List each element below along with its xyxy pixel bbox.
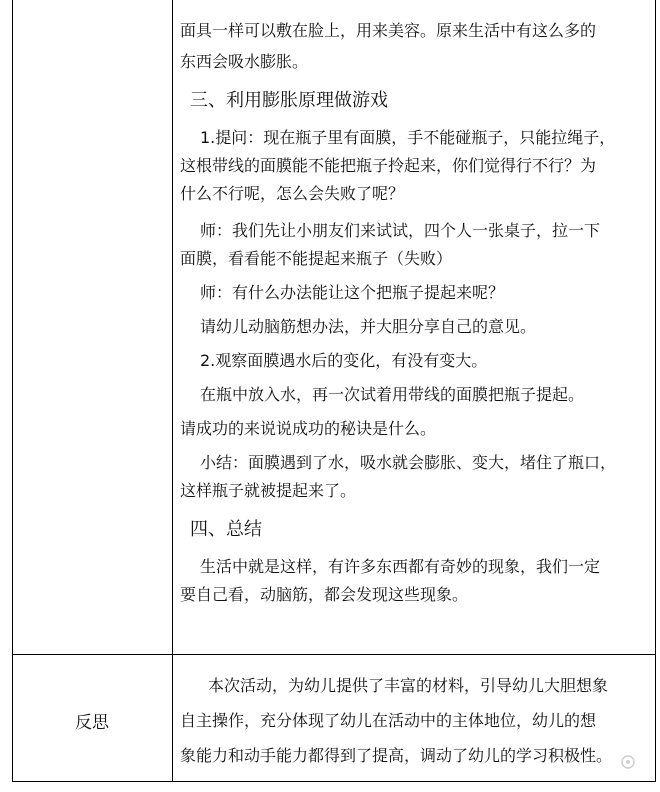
content-line: 2.观察面膜遇水后的变化，有没有变大。 bbox=[200, 351, 488, 370]
reflection-line: 本次活动，为幼儿提供了丰富的材料，引导幼儿大胆想象 bbox=[208, 676, 609, 695]
table-row-divider bbox=[12, 654, 655, 655]
content-line: 生活中就是这样，有许多东西都有奇妙的现象，我们一定 bbox=[200, 557, 601, 576]
content-line: 小结：面膜遇到了水，吸水就会膨胀、变大，堵住了瓶口， bbox=[200, 453, 617, 472]
section-heading-3: 三、利用膨胀原理做游戏 bbox=[190, 90, 388, 111]
content-line: 面膜，看看能不能提起来瓶子（失败） bbox=[180, 249, 453, 268]
content-line: 这根带线的面膜能不能把瓶子拎起来，你们觉得行不行？为 bbox=[180, 156, 597, 175]
content-line: 1.提问：现在瓶子里有面膜，手不能碰瓶子，只能拉绳子， bbox=[200, 128, 616, 147]
table-column-divider bbox=[172, 0, 173, 781]
content-line: 师：有什么办法能让这个把瓶子提起来呢？ bbox=[200, 283, 505, 302]
content-line: 面具一样可以敷在脸上，用来美容。原来生活中有这么多的 bbox=[180, 21, 597, 40]
activity-content bbox=[180, 18, 648, 607]
reflection-line: 自主操作，充分体现了幼儿在活动中的主体地位，幼儿的想 bbox=[180, 711, 597, 730]
content-line: 请成功的来说说成功的秘诀是什么。 bbox=[180, 419, 437, 438]
content-line: 师：我们先让小朋友们来试试，四个人一张桌子，拉一下 bbox=[200, 221, 601, 240]
content-line: 请幼儿动脑筋想办法，并大胆分享自己的意见。 bbox=[200, 317, 537, 336]
content-line: 什么不行呢，怎么会失败了呢？ bbox=[180, 184, 405, 203]
watermark-logo-icon bbox=[620, 754, 636, 770]
reflection-content bbox=[180, 668, 650, 773]
content-line: 这样瓶子就被提起来了。 bbox=[180, 481, 357, 500]
reflection-line: 象能力和动手能力都得到了提高，调动了幼儿的学习积极性。 bbox=[180, 746, 613, 765]
reflection-label: 反思 bbox=[75, 713, 109, 733]
content-line: 在瓶中放入水，再一次试着用带线的面膜把瓶子提起。 bbox=[200, 385, 585, 404]
watermark bbox=[620, 754, 636, 770]
section-heading-4: 四、总结 bbox=[190, 519, 262, 540]
content-line: 要自己看，动脑筋，都会发现这些现象。 bbox=[180, 585, 469, 604]
content-line: 东西会吸水膨胀。 bbox=[180, 52, 309, 71]
